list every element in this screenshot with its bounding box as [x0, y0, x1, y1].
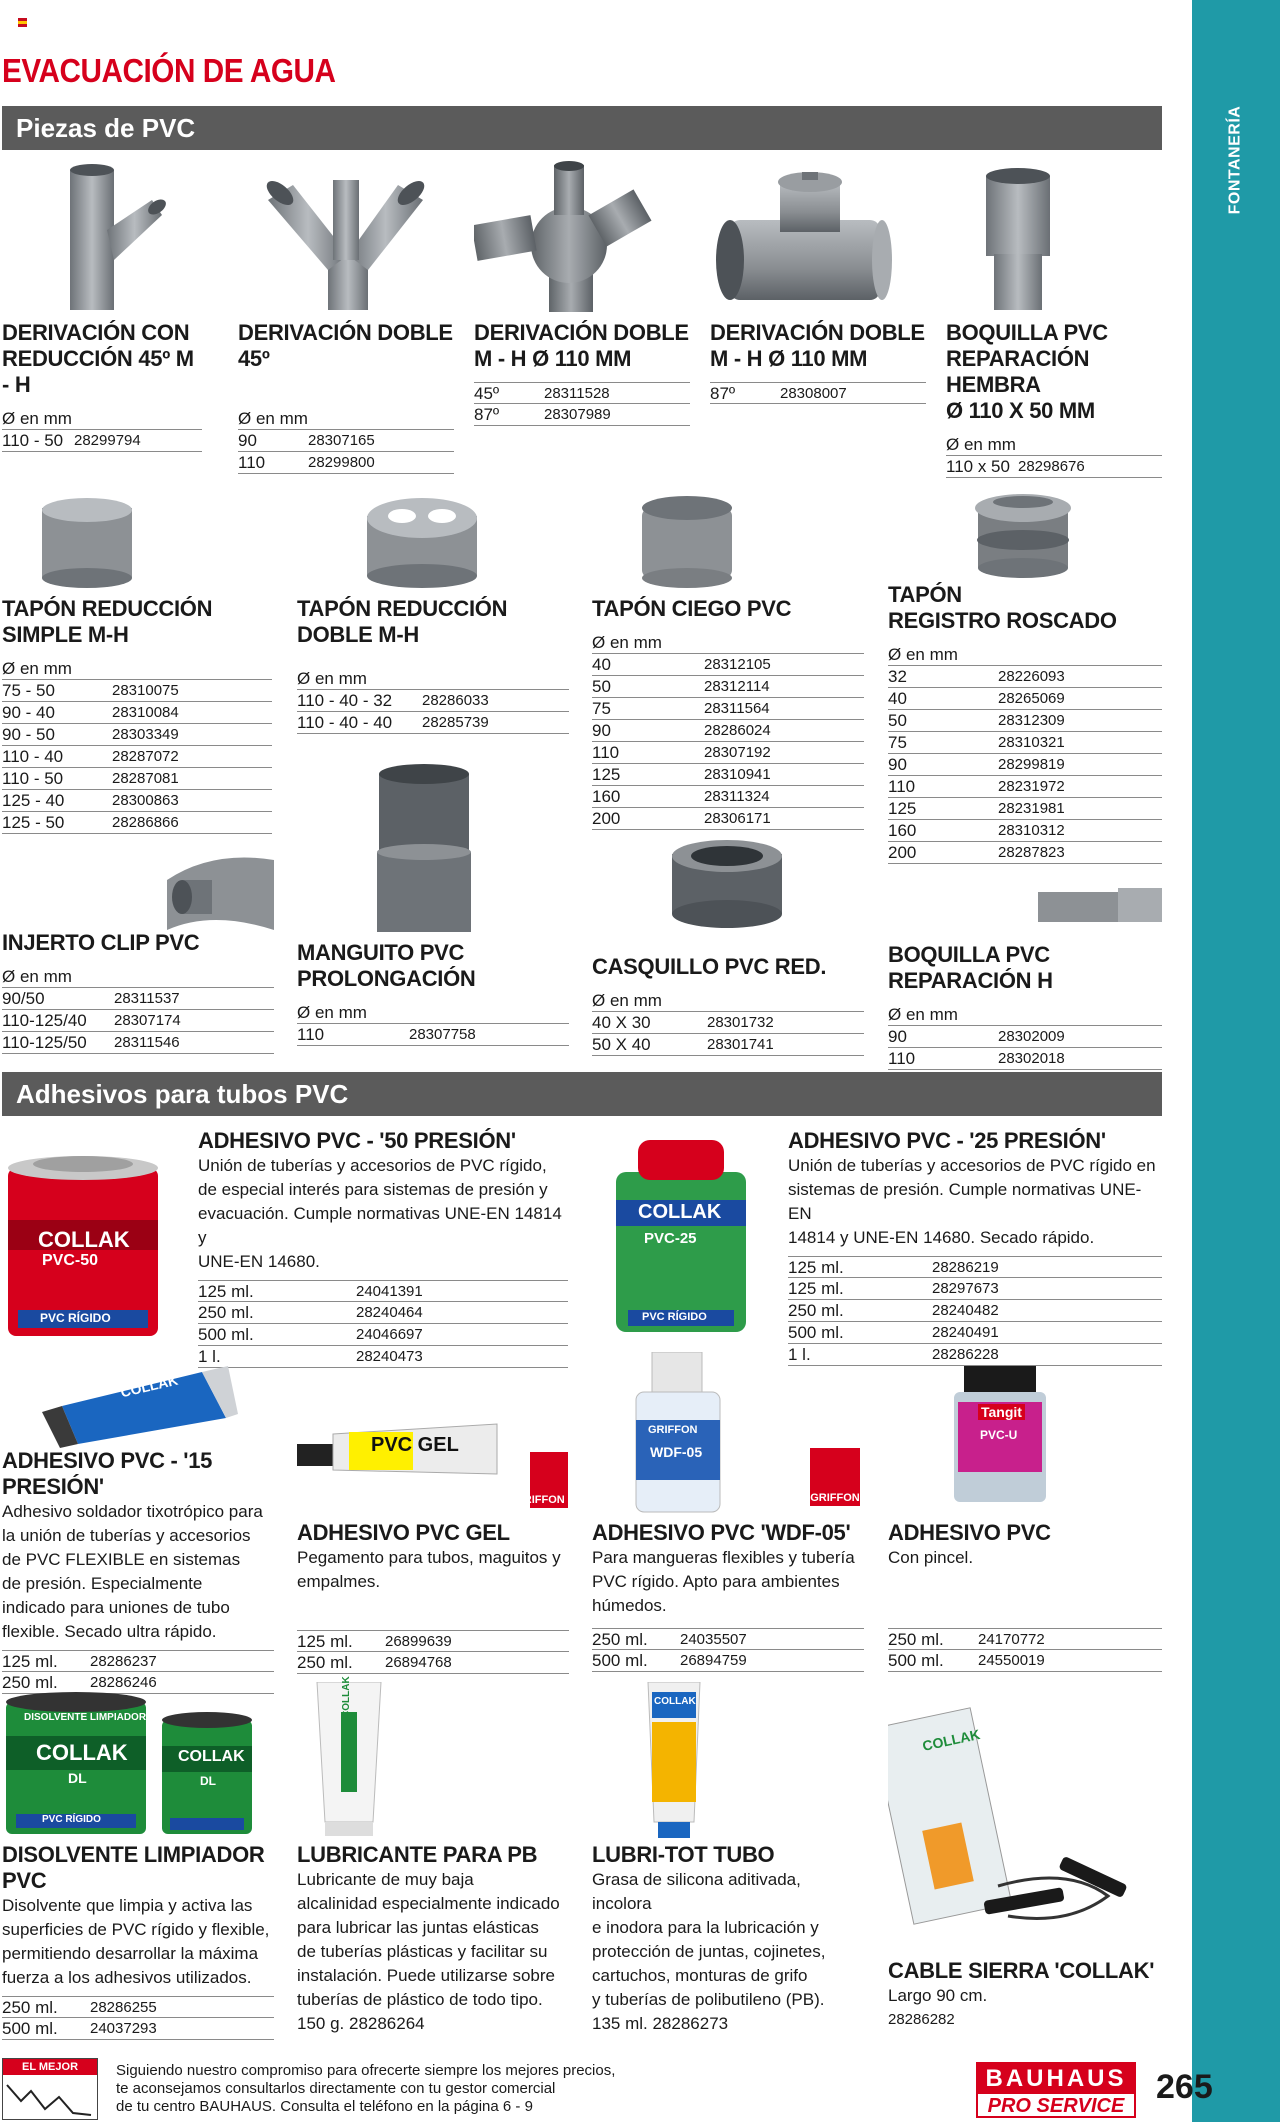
- spec-table: Ø en mm 75 - 50 28310075 90 - 40 28310084 90 - 50 28303349 110 - 40 28287072 110 - 50 28287081 125 - 40 28300863 125 - 50 28286866: [2, 658, 272, 834]
- product-adhesivo-pvc[interactable]: Tangit PVC-U ADHESIVO PVC Con pincel. 250 ml. 24170772 500 ml. 24550019: [888, 1352, 1162, 1672]
- spec-table: Ø en mm 110 x 50 28298676: [946, 434, 1162, 478]
- spec-table: 250 ml. 28286255 500 ml. 24037293: [2, 1996, 274, 2040]
- product-adhesivo-25[interactable]: ADHESIVO PVC - '25 PRESIÓN' Unión de tuberías y accesorios de PVC rígido en sistemas de presión. Cumple normativas UNE-EN 14814 y UNE-EN 14680. Secado rápido. 125 ml. 28286219 125 ml. 28297673 250 ml. 28240482 500 ml. 28240491 1 l. 28286228: [788, 1128, 1162, 1366]
- spec-table: Ø en mm 90/50 28311537 110-125/40 28307174 110-125/50 28311546: [2, 966, 274, 1054]
- product-tapon-registro[interactable]: TAPÓN REGISTRO ROSCADO Ø en mm 32 28226093 40 28265069 50 28312309 75 28310321 90 28299819 110 28231972 125 28231981 160 28310312 200 28287823: [888, 488, 1162, 864]
- product-image: GRIFFON WDF-05 GRIFFON: [592, 1352, 864, 1520]
- product-adhesivo-wdf05[interactable]: GRIFFON WDF-05 GRIFFON ADHESIVO PVC 'WDF-05' Para mangueras flexibles y tubería PVC rígido. Apto para ambientes húmedos. 250 ml. 24035507 500 ml. 26894759: [592, 1352, 864, 1672]
- spec-table: 125 ml. 28286219 125 ml. 28297673 250 ml. 28240482 500 ml. 28240491 1 l. 28286228: [788, 1256, 1162, 1366]
- product-image: [238, 160, 454, 320]
- product-derivacion-doble-mh[interactable]: DERIVACIÓN DOBLE M - H Ø 110 MM 45º 28311528 87º 28307989: [474, 160, 690, 426]
- spec-table: 250 ml. 24035507 500 ml. 26894759: [592, 1628, 864, 1672]
- product-image: [297, 760, 569, 940]
- product-image: [592, 834, 864, 954]
- product-image: [592, 488, 864, 596]
- price-chart-icon: [3, 2075, 97, 2119]
- product-image: [710, 160, 926, 320]
- product-adhesivo-gel[interactable]: PVC GEL GRIFFON ADHESIVO PVC GEL Pegamento para tubos, maguitos y empalmes. 125 ml. 26899639 250 ml. 26894768: [297, 1404, 569, 1674]
- spec-table: Ø en mm 90 28307165 110 28299800: [238, 408, 454, 474]
- spec-table: Ø en mm 32 28226093 40 28265069 50 28312309 75 28310321 90 28299819 110 28231972 125 28231981 160 28310312 200 28287823: [888, 644, 1162, 864]
- product-boquilla-h[interactable]: BOQUILLA PVC REPARACIÓN H Ø en mm 90 28302009 110 28302018: [888, 908, 1162, 1070]
- product-image: [2, 488, 272, 596]
- spec-table: Ø en mm 110 28307758: [297, 1002, 569, 1046]
- product-image: COLLAK: [297, 1682, 569, 1842]
- spec-table: 125 ml. 26899639 250 ml. 26894768: [297, 1630, 569, 1674]
- side-tab[interactable]: FONTANERÍA: [1226, 105, 1244, 215]
- product-image: [888, 908, 1162, 942]
- product-cable-sierra[interactable]: COLLAK CABLE SIERRA 'COLLAK' Largo 90 cm. 28286282: [888, 1686, 1162, 2032]
- product-tapon-reduccion-simple[interactable]: TAPÓN REDUCCIÓN SIMPLE M-H Ø en mm 75 - 50 28310075 90 - 40 28310084 90 - 50 28303349 110 - 40 28287072 110 - 50 28287081 125 - 40 28300863 125 - 50 28286866: [2, 488, 272, 834]
- spec-table: 250 ml. 24170772 500 ml. 24550019: [888, 1628, 1162, 1672]
- product-derivacion-reduccion[interactable]: DERIVACIÓN CON REDUCCIÓN 45º M - H Ø en mm 110 - 50 28299794: [2, 160, 202, 452]
- product-image: COLLAK: [592, 1682, 864, 1842]
- spec-table: Ø en mm 110 - 40 - 32 28286033 110 - 40 - 40 28285739: [297, 668, 569, 734]
- spec-table: Ø en mm 90 28302009 110 28302018: [888, 1004, 1162, 1070]
- product-image: [297, 488, 569, 596]
- product-adhesivo-15[interactable]: COLLAK ADHESIVO PVC - '15 PRESIÓN' Adhesivo soldador tixotrópico para la unión de tuberías y accesorios de PVC FLEXIBLE en sistemas de presión. Especialmente indicado para uniones de tubo flexible. Secado ultra rápido. 125 ml. 28286237 250 ml. 28286246: [2, 1356, 274, 1694]
- product-lubricante-pb[interactable]: COLLAK LUBRICANTE PARA PB Lubricante de muy baja alcalinidad especialmente indicado para lubricar las juntas elásticas de tuberías plásticas y facilitar su instalación. Puede utilizarse sobre tuberías de plástico de todo tipo. 150 g. 28286264: [297, 1682, 569, 2036]
- product-adhesivo-50[interactable]: ADHESIVO PVC - '50 PRESIÓN' Unión de tuberías y accesorios de PVC rígido, de especial interés para sistemas de presión y evacuación. Cumple normativas UNE-EN 14814 y UNE-EN 14680. 125 ml. 24041391 250 ml. 28240464 500 ml. 24046697 1 l. 28240473: [198, 1128, 568, 1368]
- product-image: PVC GEL GRIFFON: [297, 1404, 569, 1520]
- best-price-badge: EL MEJOR PRECIO: [2, 2058, 98, 2120]
- spec-table: Ø en mm 110 - 50 28299794: [2, 408, 202, 452]
- product-manguito[interactable]: MANGUITO PVC PROLONGACIÓN Ø en mm 110 28307758: [297, 760, 569, 1046]
- product-boquilla-hembra[interactable]: BOQUILLA PVC REPARACIÓN HEMBRA Ø 110 X 50 MM Ø en mm 110 x 50 28298676: [946, 160, 1162, 478]
- page-number: 265: [1156, 2068, 1213, 2106]
- can-collak-pvc25: COLLAK PVC-25 PVC RÍGIDO: [598, 1140, 758, 1350]
- product-lubri-tot[interactable]: COLLAK LUBRI-TOT TUBO Grasa de silicona aditivada, incolora e inodora para la lubricación y protección de juntas, cojinetes, cartuchos, monturas de grifo y tuberías de polibutileno (PB). 135 ml. 28286273: [592, 1682, 864, 2036]
- can-collak-pvc50: COLLAK PVC-50 PVC RÍGIDO: [2, 1140, 182, 1350]
- product-derivacion-doble-45[interactable]: DERIVACIÓN DOBLE 45º Ø en mm 90 28307165 110 28299800: [238, 160, 454, 474]
- product-image: [2, 850, 274, 930]
- product-injerto-clip[interactable]: INJERTO CLIP PVC Ø en mm 90/50 28311537 110-125/40 28307174 110-125/50 28311546: [2, 850, 274, 1054]
- product-image: COLLAK: [2, 1356, 274, 1448]
- spec-table: Ø en mm 40 28312105 50 28312114 75 28311564 90 28286024 110 28307192 125 28310941 160 28311324 200 28306171: [592, 632, 864, 830]
- product-image: [2, 160, 202, 320]
- page-title: EVACUACIÓN DE AGUA: [2, 52, 336, 89]
- spec-table: 45º 28311528 87º 28307989: [474, 382, 690, 426]
- side-band: [1192, 0, 1280, 2122]
- flag-icon: [18, 18, 27, 27]
- product-disolvente[interactable]: DISOLVENTE LIMPIADOR COLLAK DL COLLAK DL PVC RÍGIDO DISOLVENTE LIMPIADOR PVC Disolvente que limpia y activa las superficies de PVC rígido y flexible, permitiendo desarrollar la máxima fuerza a los adhesivos utilizados. 250 ml. 28286255 500 ml. 24037293: [2, 1690, 274, 2040]
- spec-table: 125 ml. 24041391 250 ml. 28240464 500 ml. 24046697 1 l. 28240473: [198, 1280, 568, 1368]
- section-bar-adhesives: Adhesivos para tubos PVC: [2, 1072, 1162, 1116]
- section-bar-pvc: Piezas de PVC: [2, 106, 1162, 150]
- spec-table: Ø en mm 40 X 30 28301732 50 X 40 28301741: [592, 990, 864, 1056]
- product-derivacion-doble-mh-87[interactable]: DERIVACIÓN DOBLE M - H Ø 110 MM 87º 28308007: [710, 160, 926, 404]
- product-image: [946, 160, 1162, 320]
- product-image: [888, 488, 1162, 582]
- spec-table: 125 ml. 28286237 250 ml. 28286246: [2, 1650, 274, 1694]
- product-image: DISOLVENTE LIMPIADOR COLLAK DL COLLAK DL PVC RÍGIDO: [2, 1690, 274, 1842]
- product-tapon-reduccion-doble[interactable]: TAPÓN REDUCCIÓN DOBLE M-H Ø en mm 110 - 40 - 32 28286033 110 - 40 - 40 28285739: [297, 488, 569, 734]
- product-image: Tangit PVC-U: [888, 1352, 1162, 1520]
- product-image: COLLAK: [888, 1686, 1162, 1958]
- product-casquillo[interactable]: CASQUILLO PVC RED. Ø en mm 40 X 30 28301732 50 X 40 28301741: [592, 834, 864, 1056]
- footer-note: Siguiendo nuestro compromiso para ofrecerte siempre los mejores precios, te aconsejamos consultarlos directamente con tu gestor comercial de tu centro BAUHAUS. Consulta el teléfono en la página 6 - 9: [116, 2062, 616, 2115]
- product-image: [474, 160, 690, 320]
- product-tapon-ciego[interactable]: TAPÓN CIEGO PVC Ø en mm 40 28312105 50 28312114 75 28311564 90 28286024 110 28307192 125 28310941 160 28311324 200 28306171: [592, 488, 864, 830]
- spec-table: 87º 28308007: [710, 382, 926, 404]
- bauhaus-logo: BAUHAUS PRO SERVICE: [976, 2062, 1136, 2118]
